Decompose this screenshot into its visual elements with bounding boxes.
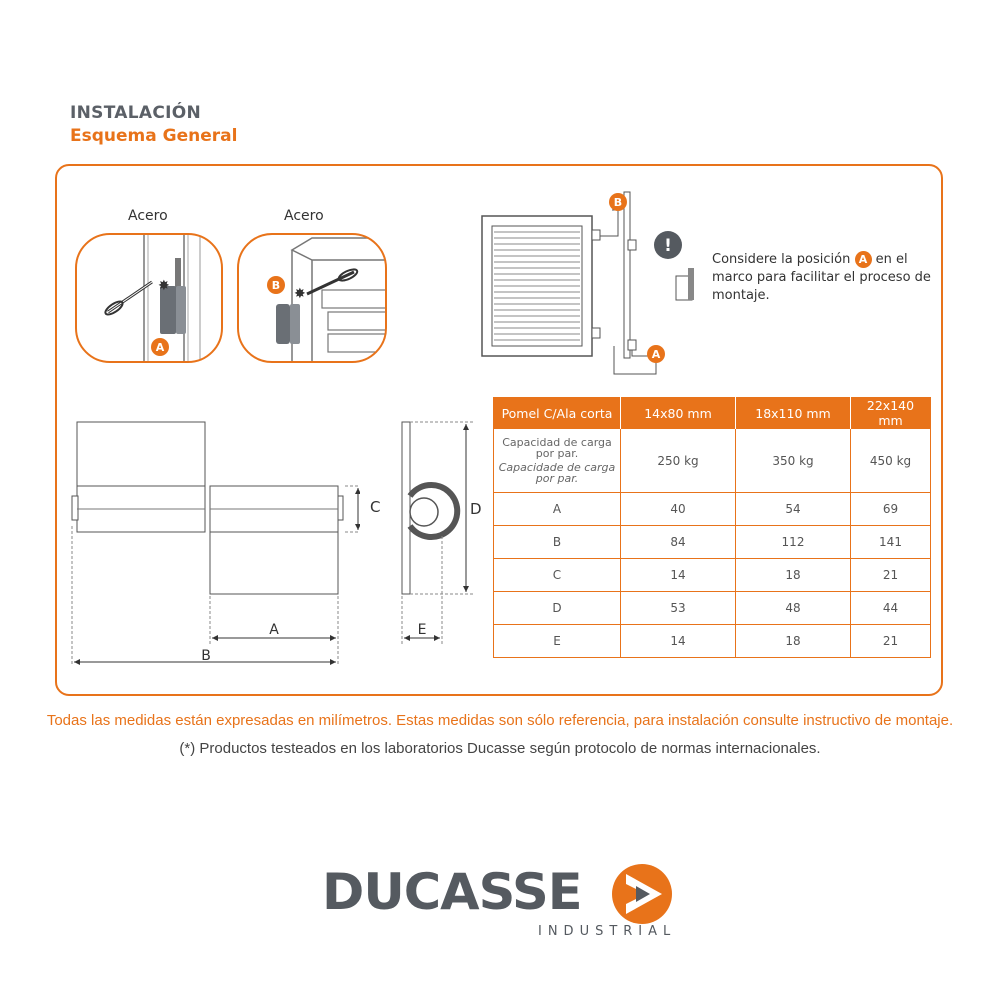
svg-text:B: B	[201, 648, 211, 664]
play-logo-icon	[608, 860, 678, 930]
table-cell: 18	[736, 559, 851, 592]
table-cell: 14	[621, 625, 736, 658]
table-cell: 350 kg	[736, 429, 851, 493]
row-label: B	[494, 526, 621, 559]
row-label: C	[494, 559, 621, 592]
frame-diagram	[478, 188, 678, 388]
dimension-d-label: D	[470, 500, 482, 518]
testing-note: (*) Productos testeados en los laboratorios Ducasse según protocolo de normas internacionales.	[179, 740, 821, 757]
brand-logo-subtitle: INDUSTRIAL	[538, 924, 677, 939]
svg-text:A: A	[651, 348, 661, 361]
svg-text:✸: ✸	[158, 278, 170, 294]
detail-right-illustration	[232, 230, 392, 370]
table-row	[494, 493, 931, 526]
detail-left-illustration	[70, 230, 230, 370]
specs-table	[493, 397, 931, 658]
table-cell: 141	[851, 526, 931, 559]
row-label: E	[494, 625, 621, 658]
spark-icon	[158, 278, 170, 294]
table-header: 14x80 mm	[621, 398, 736, 429]
table-row	[494, 559, 931, 592]
svg-text:B: B	[271, 279, 281, 292]
table-header: Pomel C/Ala corta	[494, 398, 621, 429]
table-row	[494, 526, 931, 559]
table-row	[494, 625, 931, 658]
svg-text:B: B	[613, 196, 623, 209]
section-subtitle: Esquema General	[70, 126, 238, 146]
table-cell: 48	[736, 592, 851, 625]
svg-text:E: E	[417, 622, 427, 638]
svg-text:A: A	[269, 622, 279, 638]
table-cell: 53	[621, 592, 736, 625]
table-row	[494, 592, 931, 625]
row-label: A	[494, 493, 621, 526]
table-cell: 54	[736, 493, 851, 526]
row-label: D	[494, 592, 621, 625]
detail-left-label: Acero	[128, 208, 168, 224]
svg-text:!: !	[664, 236, 672, 256]
svg-text:A: A	[155, 341, 165, 354]
spark-icon	[294, 286, 306, 302]
table-cell: 69	[851, 493, 931, 526]
section-title: INSTALACIÓN	[70, 103, 201, 123]
table-cell: 14	[621, 559, 736, 592]
table-cell: 21	[851, 559, 931, 592]
hinge-side-view	[392, 416, 492, 646]
table-cell: 450 kg	[851, 429, 931, 493]
table-header: 18x110 mm	[736, 398, 851, 429]
svg-text:✸: ✸	[294, 286, 306, 302]
table-header: 22x140 mm	[851, 398, 931, 429]
table-cell: 40	[621, 493, 736, 526]
table-header-row	[494, 398, 931, 429]
hinge-front-view	[60, 410, 360, 680]
dimension-c-label: C	[370, 498, 381, 516]
table-cell: 44	[851, 592, 931, 625]
table-cell: 250 kg	[621, 429, 736, 493]
measurements-note: Todas las medidas están expresadas en milímetros. Estas medidas son sólo referencia, para instalación consulte instructivo de montaje.	[46, 712, 954, 729]
table-cell: 18	[736, 625, 851, 658]
table-cell: 21	[851, 625, 931, 658]
table-row	[494, 429, 931, 493]
table-cell: 84	[621, 526, 736, 559]
brand-logo-text: DUCASSE	[322, 863, 582, 921]
detail-right-label: Acero	[284, 208, 324, 224]
table-cell: 112	[736, 526, 851, 559]
install-note: Considere la posición A en el marco para facilitar el proceso de montaje.	[712, 252, 931, 303]
info-illustration	[650, 228, 710, 308]
capacity-label: Capacidad de carga por par. Capacidade de carga por par.	[494, 429, 621, 493]
badge-a: A	[855, 251, 872, 268]
